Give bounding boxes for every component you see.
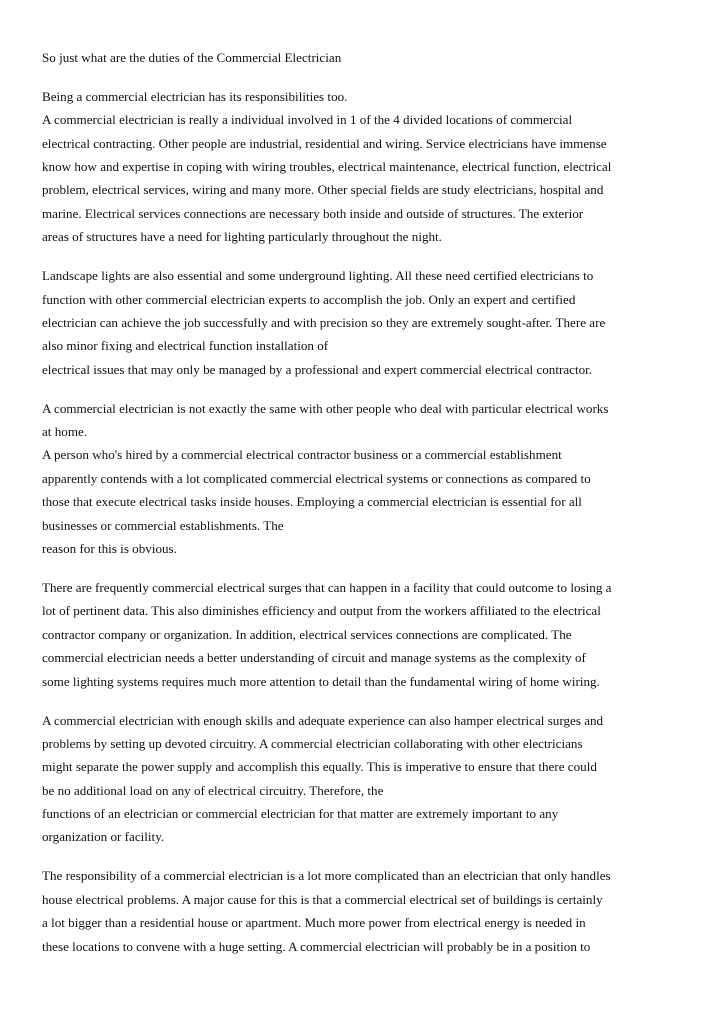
text-line: house electrical problems. A major cause for this is that a commercial electrical set of buildings is certainly bbox=[42, 891, 603, 907]
text-line: reason for this is obvious. bbox=[42, 541, 177, 556]
text-line: know how and expertise in coping with wiring troubles, electrical maintenance, electrical function, electrical bbox=[42, 158, 612, 174]
text-line: problem, electrical services, wiring and many more. Other special fields are study electricians, hospital and bbox=[42, 182, 604, 198]
paragraph bbox=[42, 264, 692, 381]
paragraph bbox=[42, 709, 692, 849]
text-line: a lot bigger than a residential house or apartment. Much more power from electrical energy is needed in bbox=[42, 915, 586, 931]
text-line: some lighting systems requires much more attention to detail than the fundamental wiring of home wiring. bbox=[42, 673, 600, 689]
text-line: commercial electrician needs a better understanding of circuit and manage systems as the complexity of bbox=[42, 650, 586, 666]
text-line: those that execute electrical tasks inside houses. Employing a commercial electrician is essential for all bbox=[42, 494, 582, 510]
text-line: electrical contracting. Other people are industrial, residential and wiring. Service electricians have immense bbox=[42, 135, 607, 151]
text-line: also minor fixing and electrical function installation of bbox=[42, 338, 329, 354]
text-line: Landscape lights are also essential and some underground lighting. All these need certified electricians to bbox=[42, 268, 594, 284]
text-line: at home. bbox=[42, 424, 88, 440]
paragraph bbox=[42, 397, 692, 561]
text-line: A person who's hired by a commercial electrical contractor business or a commercial establishment bbox=[42, 447, 562, 463]
paragraph bbox=[42, 864, 692, 958]
text-line: electrical issues that may only be managed by a professional and expert commercial electrical contractor. bbox=[42, 361, 593, 377]
text-line: contractor company or organization. In addition, electrical services connections are complicated. The bbox=[42, 626, 572, 642]
text-line: The responsibility of a commercial electrician is a lot more complicated than an electrician that only handles bbox=[42, 868, 611, 884]
document-body bbox=[42, 85, 692, 958]
text-line: lot of pertinent data. This also diminishes efficiency and output from the workers affiliated to the electrical bbox=[42, 603, 601, 619]
text-line: electrician can achieve the job successfully and with precision so they are extremely sought-after. There are bbox=[42, 314, 606, 330]
text-line: these locations to convene with a huge setting. A commercial electrician will probably be in a position to bbox=[42, 938, 591, 954]
text-line: businesses or commercial establishments. The bbox=[42, 517, 284, 533]
paragraph bbox=[42, 85, 692, 249]
text-line: A commercial electrician with enough skills and adequate experience can also hamper electrical surges and bbox=[42, 712, 604, 728]
text-line: marine. Electrical services connections are necessary both inside and outside of structures. The exterior bbox=[42, 205, 584, 221]
text-line: A commercial electrician is not exactly the same with other people who deal with particular electrical works bbox=[42, 400, 609, 416]
text-line: areas of structures have a need for lighting particularly throughout the night. bbox=[42, 229, 442, 245]
text-line: be no additional load on any of electrical circuitry. Therefore, the bbox=[42, 782, 384, 798]
text-line: might separate the power supply and accomplish this equally. This is imperative to ensure that there could bbox=[42, 759, 597, 775]
text-line: organization or facility. bbox=[42, 829, 165, 845]
text-line: function with other commercial electrician experts to accomplish the job. Only an expert and certified bbox=[42, 291, 576, 307]
text-line: Being a commercial electrician has its responsibilities too. bbox=[42, 88, 348, 104]
text-line: There are frequently commercial electrical surges that can happen in a facility that could outcome to losing a bbox=[42, 579, 612, 595]
document-page bbox=[42, 46, 692, 974]
paragraph bbox=[42, 576, 692, 693]
text-line: functions of an electrician or commercial electrician for that matter are extremely important to any bbox=[42, 806, 559, 822]
text-line: A commercial electrician is really a individual involved in 1 of the 4 divided locations of commercial bbox=[42, 112, 573, 128]
text-line: apparently contends with a lot complicated commercial electrical systems or connections as compared to bbox=[42, 470, 591, 486]
document-title: So just what are the duties of the Commercial Electrician bbox=[42, 50, 342, 65]
text-line: problems by setting up devoted circuitry. A commercial electrician collaborating with other electricians bbox=[42, 735, 583, 751]
